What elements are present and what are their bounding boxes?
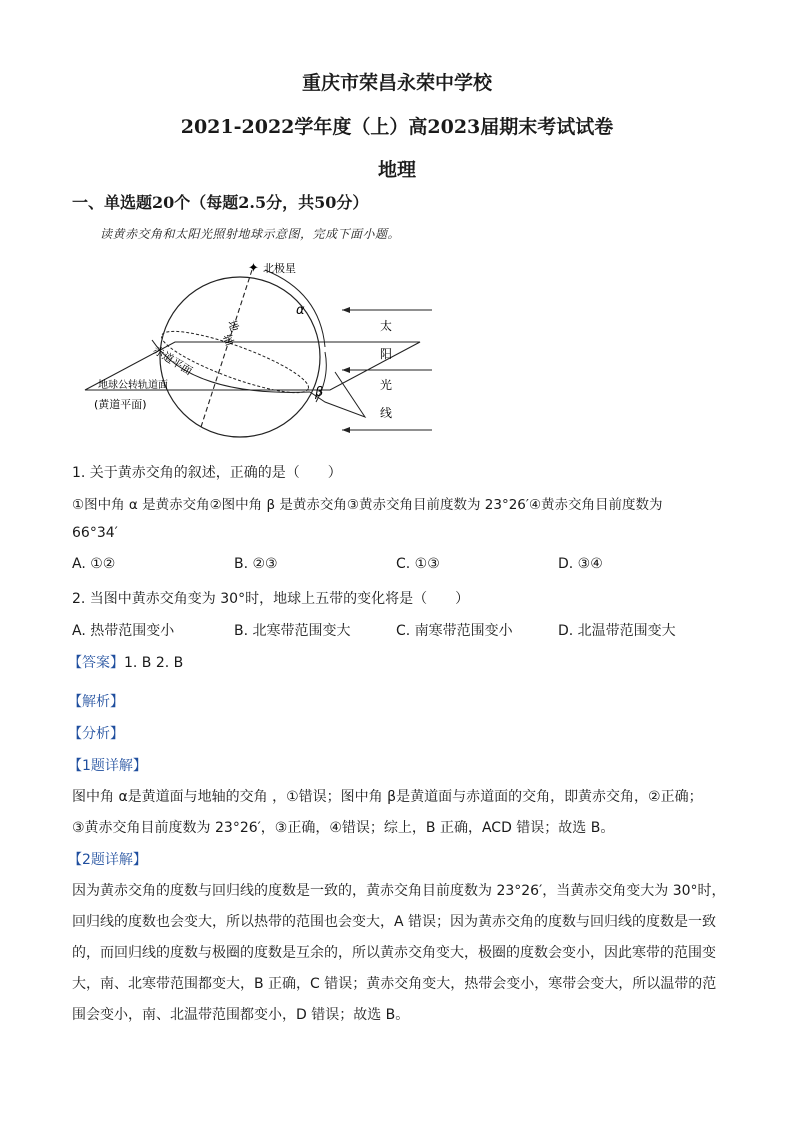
subject-title: 地理 [377,159,416,181]
exam-title: 2021-2022学年度（上）高2023届期末考试试卷 [180,116,614,138]
q2-detail-line-4: 大，南、北寒带范围都变大，B 正确，C 错误；黄赤交角变大，热带会变小，寒带会变大，所以温带的范 [72,976,717,992]
alpha-symbol: α [296,303,305,318]
sunlight-label-2: 阳 [380,347,393,361]
q1-statements-line1: ①图中角 α 是黄赤交角②图中角 β 是黄赤交角③黄赤交角目前度数为 23°26′④黄赤交角目前度数为 [72,497,663,513]
ecliptic-diagram [80,252,440,442]
answer-row [68,652,183,672]
q1-option-c: C. ①③ [396,556,440,572]
sunlight-label-1: 太 [380,319,393,333]
q1-option-b: B. ②③ [234,556,278,572]
q1-detail-line-2: ③黄赤交角目前度数为 23°26′，③正确，④错误；综上，B 正确，ACD 错误；故选 B。 [72,820,615,836]
q1-option-d: D. ③④ [558,556,603,572]
q2-option-c: C. 南寒带范围变小 [396,623,513,639]
q1-option-a: A. ①② [72,556,116,572]
intro-text: 读黄赤交角和太阳光照射地球示意图，完成下面小题。 [100,227,401,241]
sunlight-arrowhead-3 [342,427,350,433]
sunlight-label-3: 光 [380,378,393,392]
q1-detail-line-1: 图中角 α是黄道面与地轴的交角 ，①错误；图中角 β是黄道面与赤道面的交角，即黄赤交角，②正确； [72,789,703,805]
polaris-label: 北极星 [263,262,296,275]
q2-detail-line-2: 回归线的度数也会变大，所以热带的范围也会变大，A 错误；因为黄赤交角的度数与回归线的度数是一致 [72,914,717,930]
answer-label: 【答案】 [68,655,124,671]
earth-axis-label-2: 轴 [220,332,237,348]
answer-value: 1. B 2. B [124,655,184,671]
q1-statements-line2: 66°34′ [72,525,118,541]
sunlight-arrowhead-2 [342,367,350,373]
section-title: 一、单选题20个（每题2.5分，共50分） [72,193,369,212]
q2-option-d: D. 北温带范围变大 [558,623,676,639]
school-title: 重庆市荣昌永荣中学校 [301,72,492,94]
q2-detail-line-1: 因为黄赤交角的度数与回归线的度数是一致的，黄赤交角目前度数为 23°26′，当黄赤交角变大为 30°时， [72,883,726,899]
analysis-label: 【解析】 [68,694,124,710]
q1-stem: 1. 关于黄赤交角的叙述，正确的是（ ） [72,465,342,481]
orbit-plane-label-2: (黄道平面) [94,398,147,411]
q2-detail-line-5: 围会变小，南、北温带范围都变小，D 错误；故选 B。 [72,1007,410,1023]
alpha-arc [265,270,325,347]
beta-symbol: β [315,385,324,400]
q2-detail-line-3: 的，而回归线的度数与极圈的度数是互余的，所以黄赤交角变大，极圈的度数会变小，因此寒带的范围变 [72,945,716,961]
polaris-star-icon: ✦ [248,261,259,276]
fenxi-label: 【分析】 [68,726,124,742]
sunlight-label-4: 线 [380,406,393,420]
equator-plane-label: 赤道平面 [150,343,195,378]
sunlight-arrowhead-1 [342,307,350,313]
q2-option-a: A. 热带范围变小 [72,623,175,639]
orbit-plane-label-1: 地球公转轨道面 [98,380,168,391]
earth-axis [200,270,252,430]
q2-option-b: B. 北寒带范围变大 [234,623,351,639]
q1-detail-title: 【1题详解】 [68,758,147,774]
earth-axis-label-1: 地 [225,318,242,334]
q2-stem: 2. 当图中黄赤交角变为 30°时，地球上五带的变化将是（ ） [72,591,470,607]
q2-detail-title: 【2题详解】 [68,852,147,868]
